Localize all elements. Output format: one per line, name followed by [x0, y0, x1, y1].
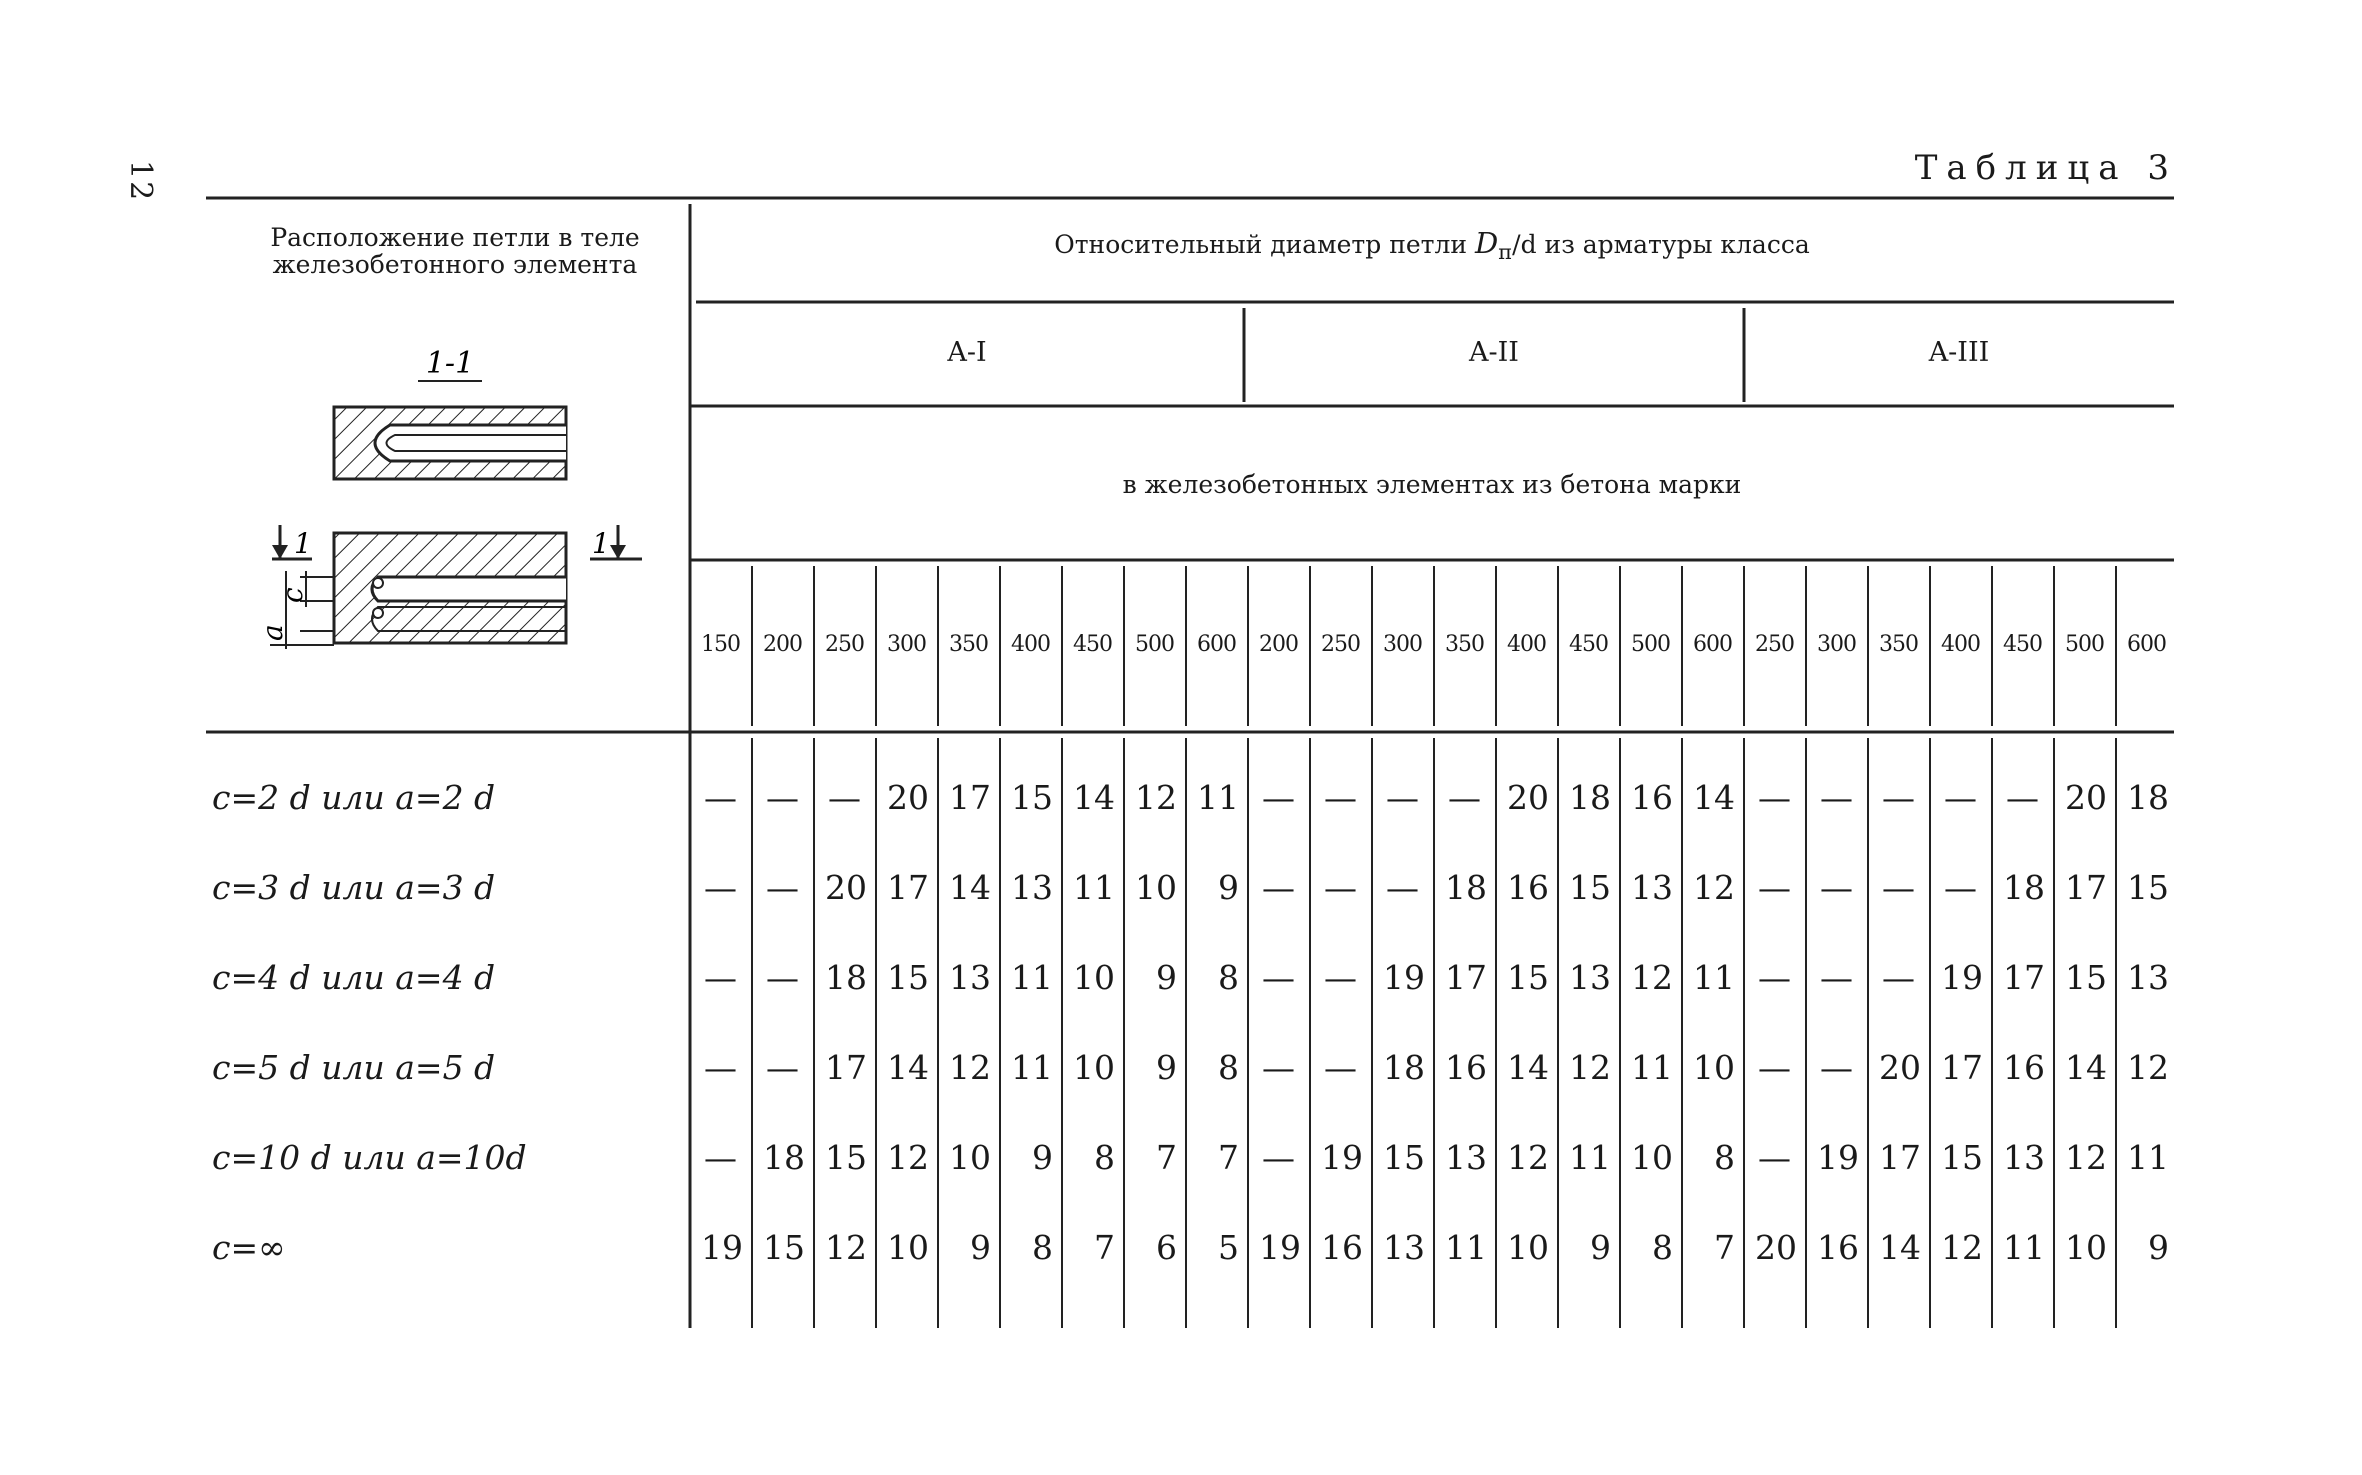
table-cell: —: [1944, 778, 1977, 817]
table-cell: 9: [970, 1228, 991, 1267]
table-cell: —: [766, 778, 799, 817]
table-cell: 12: [887, 1138, 929, 1177]
table-cell: —: [1262, 958, 1295, 997]
table-cell: —: [1758, 778, 1791, 817]
header-concrete-grade: в железобетонных элементах из бетона марки: [1122, 470, 1742, 499]
grade-header: 600: [1693, 632, 1732, 657]
table-cell: —: [1944, 868, 1977, 907]
table-cell: 12: [825, 1228, 867, 1267]
table-cell: —: [1448, 778, 1481, 817]
table-cell: 16: [1817, 1228, 1859, 1267]
grade-header: 600: [1197, 632, 1236, 657]
table-cell: 15: [825, 1138, 867, 1177]
table-cell: —: [1758, 868, 1791, 907]
table-cell: 14: [1879, 1228, 1921, 1267]
grade-header: 400: [1011, 632, 1050, 657]
table-cell: —: [1324, 1048, 1357, 1087]
table-cell: 10: [1631, 1138, 1673, 1177]
table-cell: 17: [1941, 1048, 1983, 1087]
table-cell: 10: [2065, 1228, 2107, 1267]
page-number: 12: [123, 160, 158, 203]
grade-header: 250: [825, 632, 864, 657]
table-cell: 11: [1445, 1228, 1487, 1267]
grade-header: 250: [1321, 632, 1360, 657]
table-cell: 14: [1073, 778, 1115, 817]
table-cell: 10: [1073, 1048, 1115, 1087]
table-cell: 12: [949, 1048, 991, 1087]
class-header-1: A-I: [947, 337, 987, 368]
table-cell: —: [1882, 778, 1915, 817]
table-cell: 16: [1445, 1048, 1487, 1087]
table-cell: 13: [1011, 868, 1053, 907]
table-cell: —: [704, 958, 737, 997]
table-cell: 18: [2127, 778, 2169, 817]
table-cell: 11: [2003, 1228, 2045, 1267]
grade-header: 500: [2065, 632, 2104, 657]
table-cell: 11: [1011, 1048, 1053, 1087]
table-cell: —: [1262, 1048, 1295, 1087]
table-cell: 19: [1383, 958, 1425, 997]
table-cell: 20: [825, 868, 867, 907]
cut-mark-right: 1: [592, 527, 610, 560]
table-cell: 15: [1941, 1138, 1983, 1177]
table-cell: 19: [1941, 958, 1983, 997]
table-cell: 8: [1218, 1048, 1239, 1087]
table-cell: 12: [2065, 1138, 2107, 1177]
table-cell: 18: [1383, 1048, 1425, 1087]
table-cell: 5: [1218, 1228, 1239, 1267]
grade-header: 500: [1135, 632, 1174, 657]
table-cell: 12: [1507, 1138, 1549, 1177]
table-cell: 12: [1569, 1048, 1611, 1087]
table-cell: 15: [1011, 778, 1053, 817]
table-cell: 19: [1321, 1138, 1363, 1177]
table-cell: —: [1820, 868, 1853, 907]
table-cell: —: [1262, 1138, 1295, 1177]
stub-header: Расположение петли в теле железобетонного элемента: [270, 223, 640, 279]
table-cell: 13: [1631, 868, 1673, 907]
table-cell: 8: [1652, 1228, 1673, 1267]
table-cell: —: [1820, 1048, 1853, 1087]
table-cell: 15: [887, 958, 929, 997]
grade-header: 450: [1073, 632, 1112, 657]
table-cell: 12: [2127, 1048, 2169, 1087]
table-cell: 9: [2148, 1228, 2169, 1267]
table-cell: 17: [2065, 868, 2107, 907]
grade-header: 400: [1507, 632, 1546, 657]
table-cell: —: [766, 958, 799, 997]
table-cell: 12: [1941, 1228, 1983, 1267]
table-cell: 17: [1879, 1138, 1921, 1177]
header-top-prefix: Относительный диаметр петли: [1054, 230, 1475, 259]
table-cell: —: [766, 868, 799, 907]
table-cell: —: [1262, 778, 1295, 817]
table-cell: 14: [2065, 1048, 2107, 1087]
grade-header: 300: [887, 632, 926, 657]
grade-header: 200: [763, 632, 802, 657]
section-label: 1-1: [425, 346, 475, 381]
grade-header: 350: [949, 632, 988, 657]
row-label: c=4 d или a=4 d: [212, 958, 496, 997]
table-cell: —: [704, 1138, 737, 1177]
table-cell: 12: [1693, 868, 1735, 907]
table-cell: 17: [2003, 958, 2045, 997]
table-cell: 9: [1590, 1228, 1611, 1267]
table-cell: —: [704, 868, 737, 907]
table-cell: 13: [1569, 958, 1611, 997]
table-title: Таблица 3: [1914, 148, 2178, 188]
table-cell: —: [2006, 778, 2039, 817]
table-cell: 13: [949, 958, 991, 997]
table-cell: —: [1324, 778, 1357, 817]
table-cell: 8: [1714, 1138, 1735, 1177]
table-cell: —: [704, 778, 737, 817]
table-cell: —: [1758, 1048, 1791, 1087]
table-cell: 10: [949, 1138, 991, 1177]
table-cell: —: [1882, 868, 1915, 907]
table-cell: 20: [1879, 1048, 1921, 1087]
row-label: c=2 d или a=2 d: [212, 778, 496, 817]
table-cell: —: [1758, 1138, 1791, 1177]
table-cell: 16: [2003, 1048, 2045, 1087]
grade-header: 200: [1259, 632, 1298, 657]
row-label: c=3 d или a=3 d: [212, 868, 496, 907]
table-cell: 11: [1011, 958, 1053, 997]
table-cell: —: [828, 778, 861, 817]
table-cell: 10: [1507, 1228, 1549, 1267]
table-cell: 18: [1445, 868, 1487, 907]
table-cell: 19: [1259, 1228, 1301, 1267]
grade-header: 250: [1755, 632, 1794, 657]
grade-header: 600: [2127, 632, 2166, 657]
table-cell: —: [1386, 778, 1419, 817]
table-cell: 14: [1693, 778, 1735, 817]
dimension-a: a: [256, 624, 289, 641]
table-cell: 11: [1569, 1138, 1611, 1177]
table-cell: 13: [1383, 1228, 1425, 1267]
table-cell: 11: [1631, 1048, 1673, 1087]
row-label: c=10 d или a=10d: [212, 1138, 527, 1177]
table-cell: 15: [2127, 868, 2169, 907]
table-cell: 7: [1156, 1138, 1177, 1177]
table-cell: 14: [949, 868, 991, 907]
row-label: c=5 d или a=5 d: [212, 1048, 496, 1087]
grade-header: 450: [1569, 632, 1608, 657]
table-cell: 16: [1631, 778, 1673, 817]
table-cell: —: [704, 1048, 737, 1087]
table-cell: 12: [1631, 958, 1673, 997]
table-cell: 19: [1817, 1138, 1859, 1177]
table-cell: —: [1820, 958, 1853, 997]
table-cell: 17: [1445, 958, 1487, 997]
table-cell: —: [1758, 958, 1791, 997]
table-cell: 16: [1321, 1228, 1363, 1267]
table-cell: 19: [701, 1228, 743, 1267]
table-cell: 15: [763, 1228, 805, 1267]
table-cell: 8: [1032, 1228, 1053, 1267]
table-cell: —: [1324, 958, 1357, 997]
header-top-suffix: /d из арматуры класса: [1512, 230, 1810, 259]
table-cell: 20: [1755, 1228, 1797, 1267]
dimension-c: c: [276, 587, 309, 603]
table-cell: 17: [887, 868, 929, 907]
table-cell: 7: [1218, 1138, 1239, 1177]
table-cell: 8: [1094, 1138, 1115, 1177]
table-cell: 6: [1156, 1228, 1177, 1267]
table-cell: 9: [1032, 1138, 1053, 1177]
cut-mark-left: 1: [294, 527, 312, 560]
table-cell: 18: [763, 1138, 805, 1177]
table-cell: 8: [1218, 958, 1239, 997]
table-cell: 11: [1073, 868, 1115, 907]
table-cell: 13: [2003, 1138, 2045, 1177]
grade-header: 400: [1941, 632, 1980, 657]
table-cell: 7: [1714, 1228, 1735, 1267]
table-cell: —: [766, 1048, 799, 1087]
table-cell: 13: [1445, 1138, 1487, 1177]
table-cell: 9: [1156, 958, 1177, 997]
table-cell: 20: [1507, 778, 1549, 817]
table-cell: 20: [887, 778, 929, 817]
table-cell: 11: [1693, 958, 1735, 997]
table-cell: 7: [1094, 1228, 1115, 1267]
table-cell: 10: [1073, 958, 1115, 997]
grade-header: 350: [1879, 632, 1918, 657]
table-cell: 15: [1569, 868, 1611, 907]
header-top-symbol: D: [1475, 226, 1499, 260]
table-cell: 15: [1383, 1138, 1425, 1177]
table-cell: 17: [949, 778, 991, 817]
table-cell: 9: [1218, 868, 1239, 907]
table-cell: —: [1386, 868, 1419, 907]
grade-header: 450: [2003, 632, 2042, 657]
grade-header: 500: [1631, 632, 1670, 657]
table-cell: —: [1820, 778, 1853, 817]
table-cell: 14: [887, 1048, 929, 1087]
table-cell: —: [1324, 868, 1357, 907]
table-cell: 10: [1693, 1048, 1735, 1087]
table-cell: 18: [2003, 868, 2045, 907]
table-cell: 10: [887, 1228, 929, 1267]
table-cell: 9: [1156, 1048, 1177, 1087]
table-cell: —: [1262, 868, 1295, 907]
table-cell: 18: [825, 958, 867, 997]
grade-header: 300: [1817, 632, 1856, 657]
table-cell: 14: [1507, 1048, 1549, 1087]
table-cell: 15: [1507, 958, 1549, 997]
grade-header: 300: [1383, 632, 1422, 657]
table-cell: 16: [1507, 868, 1549, 907]
row-label: c=∞: [212, 1228, 286, 1267]
class-header-3: A-III: [1928, 337, 1990, 368]
grade-header: 150: [701, 632, 740, 657]
table-cell: —: [1882, 958, 1915, 997]
table-cell: 18: [1569, 778, 1611, 817]
table-cell: 12: [1135, 778, 1177, 817]
class-header-2: A-II: [1469, 337, 1519, 368]
header-top-subscript: п: [1498, 240, 1513, 264]
table-cell: 15: [2065, 958, 2107, 997]
grade-header: 350: [1445, 632, 1484, 657]
table-cell: 11: [2127, 1138, 2169, 1177]
table-cell: 11: [1197, 778, 1239, 817]
table-cell: 13: [2127, 958, 2169, 997]
table-cell: 17: [825, 1048, 867, 1087]
table-cell: 20: [2065, 778, 2107, 817]
table-cell: 10: [1135, 868, 1177, 907]
